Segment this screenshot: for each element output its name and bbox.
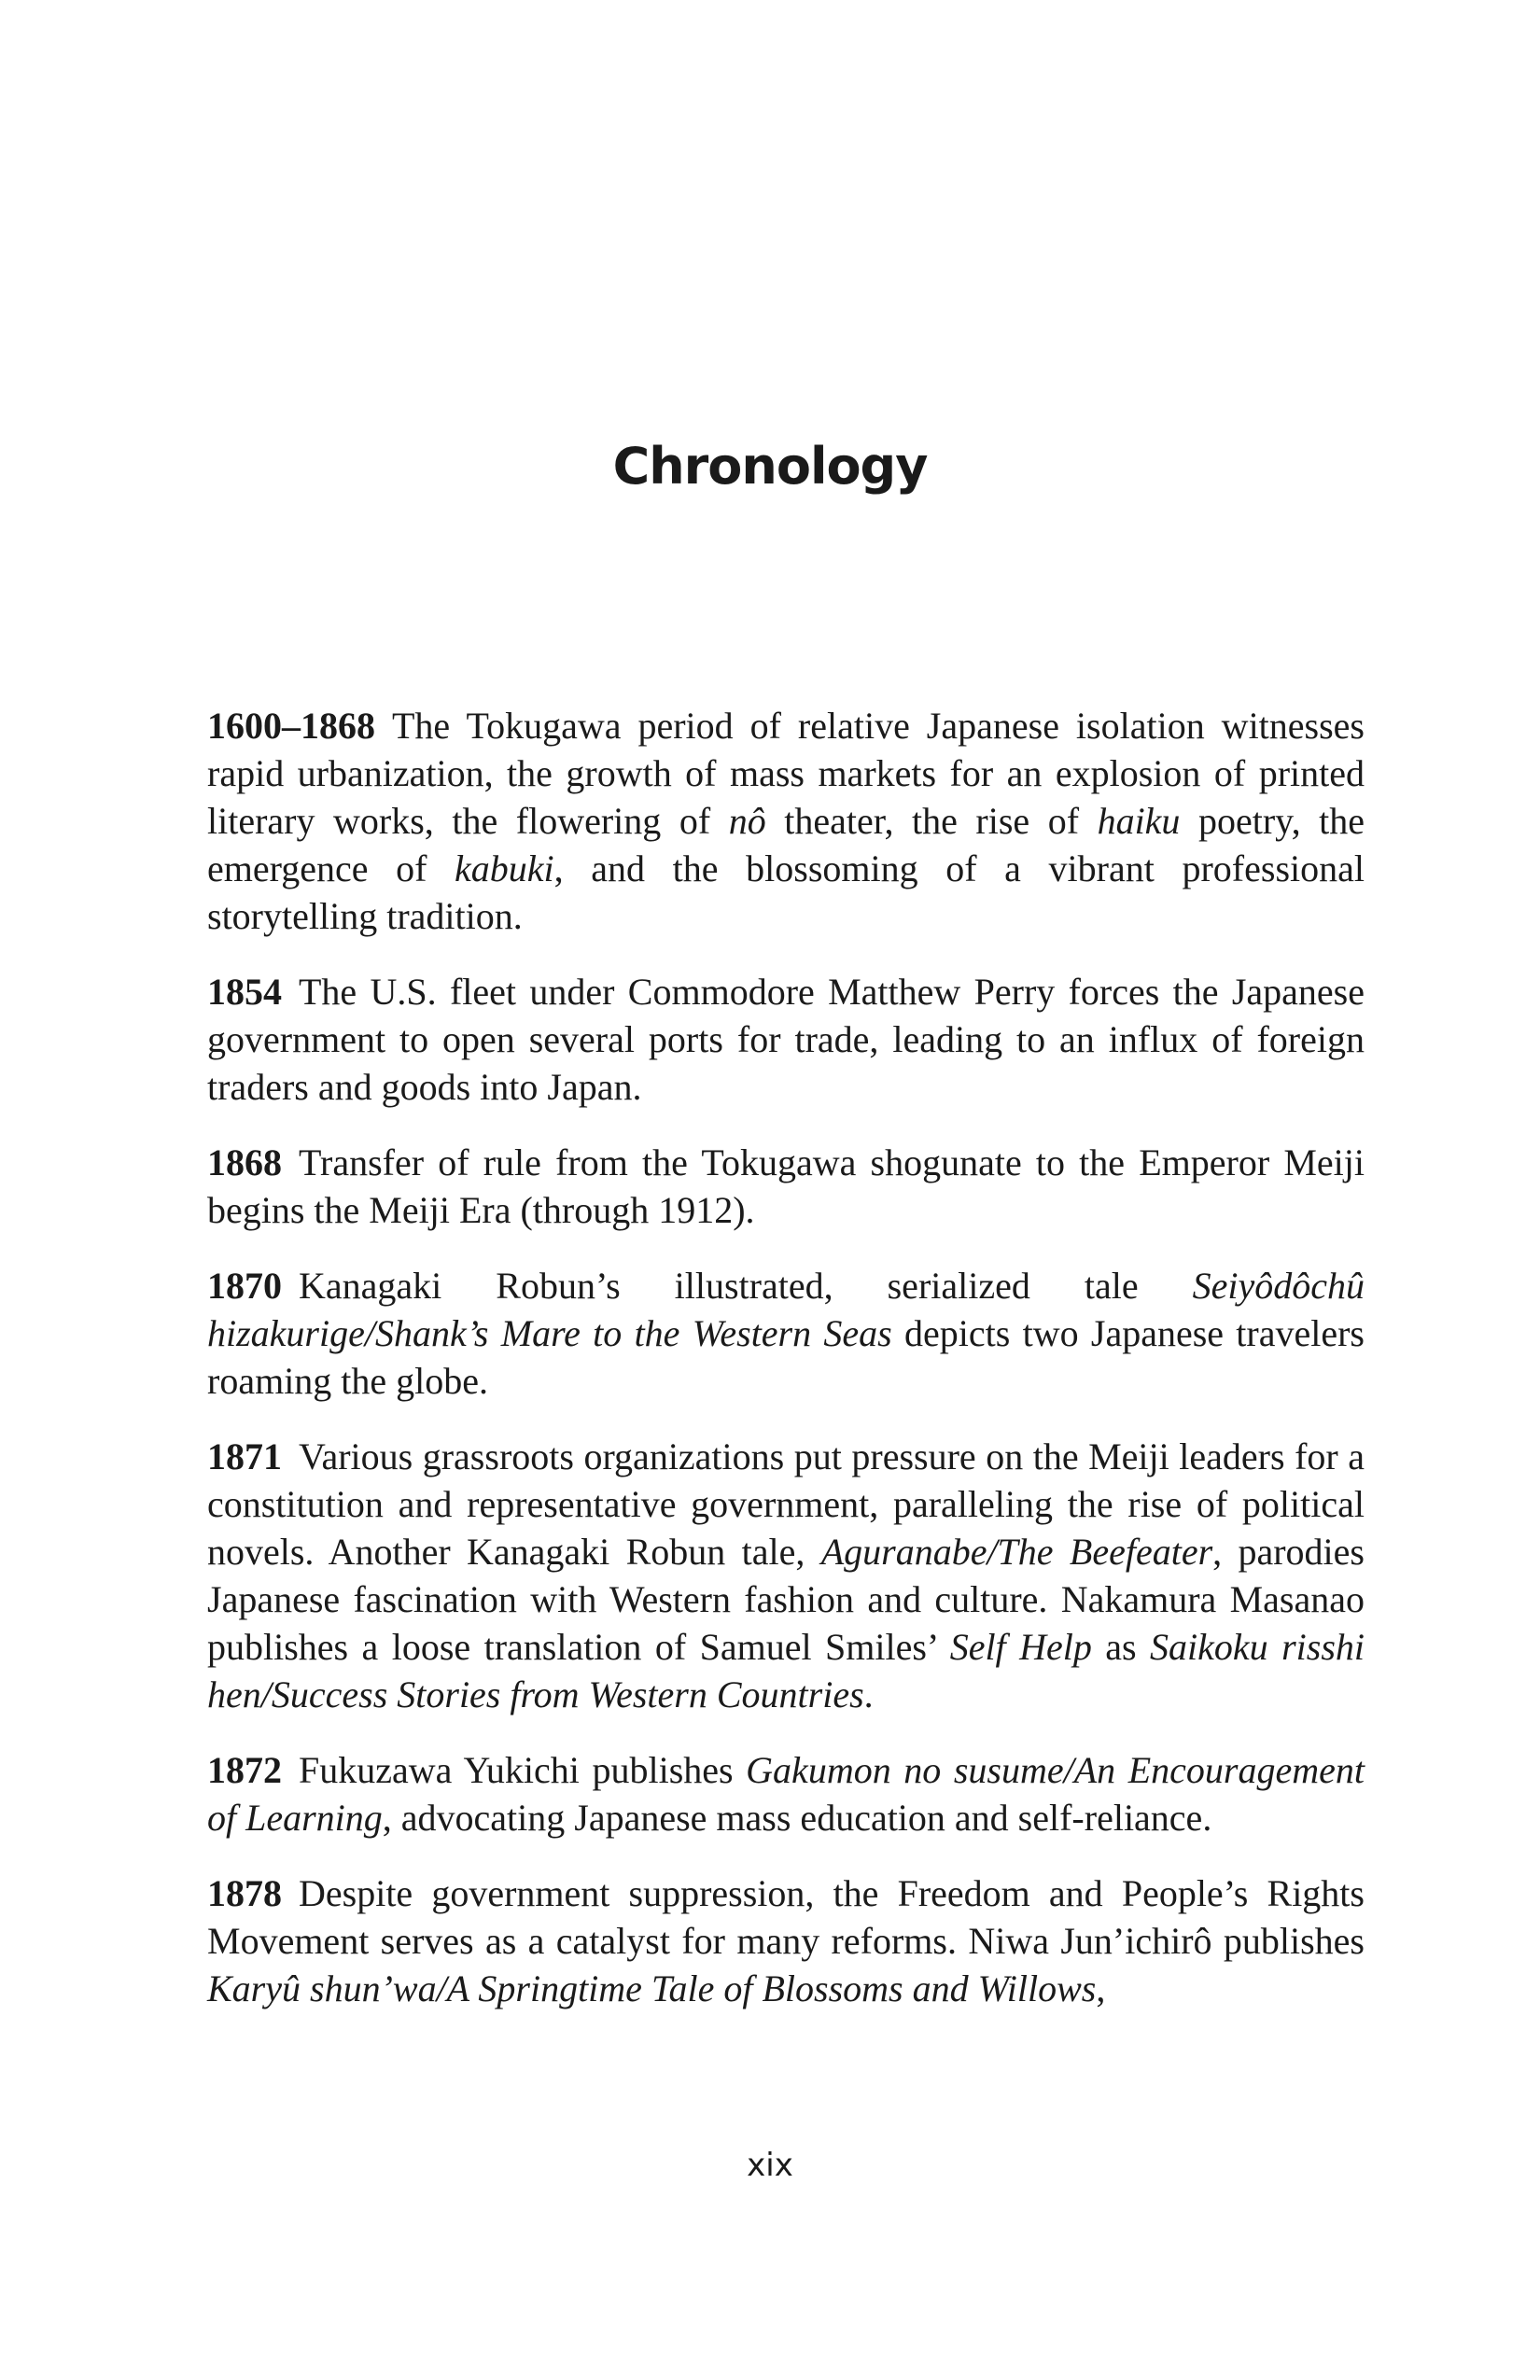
entry-title-text: Karyû shun’wa/A Springtime Tale of Blossoms and Willows bbox=[207, 1967, 1097, 2009]
entry-text: , advocating Japanese mass education and self-reliance. bbox=[382, 1797, 1212, 1839]
entry-text: The Tokugawa period of relative Japanese isolation witnesses rapid urbanization, the growth of mass markets for an explosion of printed literary works, the flowering of bbox=[207, 705, 1365, 842]
entry-text: as bbox=[1091, 1626, 1151, 1668]
chronology-entry bbox=[207, 702, 1365, 940]
entry-year: 1854 bbox=[207, 971, 282, 1013]
entry-title-text: Gakumon no susume/An Encouragement of Learning bbox=[207, 1749, 1365, 1839]
entry-text: theater, the rise of bbox=[765, 800, 1098, 842]
entry-text: The U.S. fleet under Commodore Matthew Perry forces the Japanese government to open several ports for trade, leading to an influx of foreign traders and goods into Japan. bbox=[207, 971, 1365, 1108]
entry-text: Fukuzawa Yukichi publishes bbox=[299, 1749, 747, 1791]
chronology-entry bbox=[207, 1746, 1365, 1841]
entry-title-text: nô bbox=[728, 800, 766, 842]
entry-year: 1872 bbox=[207, 1749, 282, 1791]
entry-text: . bbox=[863, 1673, 874, 1715]
entry-title-text: Self Help bbox=[949, 1626, 1092, 1668]
entry-title-text: Seiyôdôchû hizakurige/Shank’s Mare to the Western Seas bbox=[207, 1265, 1365, 1354]
page-title: Chronology bbox=[612, 437, 928, 496]
entry-title-text: Saikoku risshi hen/Success Stories from Western Countries bbox=[207, 1626, 1365, 1715]
entry-title-text: haiku bbox=[1097, 800, 1181, 842]
entry-text: , parodies Japanese fascination with Western fashion and culture. Nakamura Masanao publishes a loose translation of Samuel Smiles’ bbox=[207, 1531, 1365, 1668]
chronology-entry bbox=[207, 1139, 1365, 1234]
chronology-entry bbox=[207, 1869, 1365, 2012]
entry-text: , and the blossoming of a vibrant professional storytelling tradition. bbox=[207, 847, 1365, 937]
entry-text: Transfer of rule from the Tokugawa shogunate to the Emperor Meiji begins the Meiji Era (through 1912). bbox=[207, 1141, 1365, 1231]
entry-year: 1868 bbox=[207, 1141, 282, 1183]
entry-title-text: kabuki bbox=[455, 847, 554, 889]
chronology-entry bbox=[207, 968, 1365, 1111]
chronology-entry bbox=[207, 1433, 1365, 1718]
entry-text: poetry, the emergence of bbox=[207, 800, 1365, 889]
entry-year: 1870 bbox=[207, 1265, 282, 1307]
entry-text: Various grassroots organizations put pressure on the Meiji leaders for a constitution and representative government, paralleling the rise of political novels. Another Kanagaki Robun tale, bbox=[207, 1435, 1365, 1573]
entry-year: 1871 bbox=[207, 1435, 282, 1477]
entry-year: 1878 bbox=[207, 1872, 282, 1914]
chronology-entry bbox=[207, 1262, 1365, 1405]
entry-year: 1600–1868 bbox=[207, 705, 375, 747]
entry-text: Kanagaki Robun’s illustrated, serialized tale bbox=[299, 1265, 1193, 1307]
entry-text: Despite government suppression, the Freedom and People’s Rights Movement serves as a catalyst for many reforms. Niwa Jun’ichirô publishes bbox=[207, 1872, 1365, 1962]
page-number: xix bbox=[747, 2147, 793, 2184]
entry-text: depicts two Japanese travelers roaming the globe. bbox=[207, 1312, 1365, 1402]
entry-text: , bbox=[1096, 1967, 1106, 2009]
entry-title-text: Aguranabe/The Beefeater bbox=[820, 1531, 1213, 1573]
chronology-entries bbox=[207, 702, 1365, 2040]
